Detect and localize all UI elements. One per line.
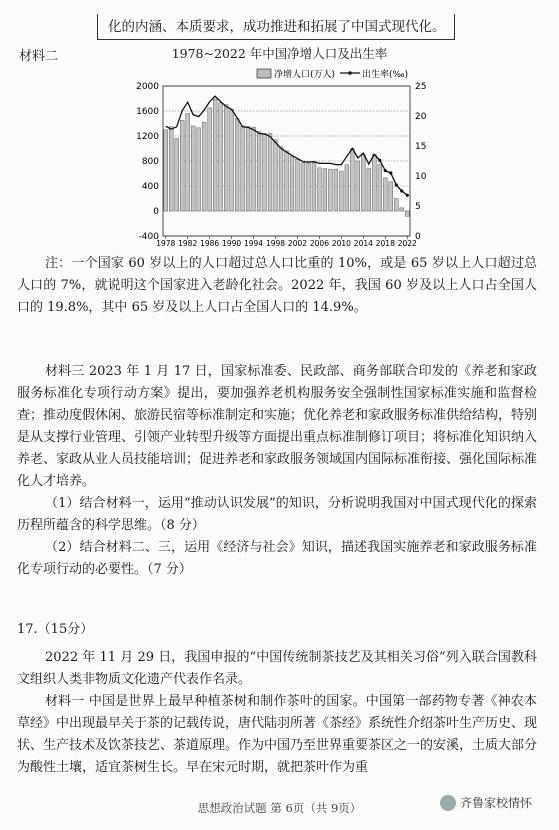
birth-rate-point: [400, 189, 403, 192]
birth-rate-point: [395, 183, 398, 186]
material-3-text: 材料三 2023 年 1 月 17 日，国家标准委、民政部、商务部联合印发的《养老和家政服务标准化专项行动方案》提出，要加强养老机构服务安全强制性国家标准实施和监督检查；推动度假休闲、旅游民宿等标准制定和实施；优化养老和家政服务标准供给结构，特别是从支撑行业管理、引领产业转型升级等方面提出重点标准制修订项目；将标准化知识纳入养老、家政从业人员技能培训；促进养老和家政服务领域国内国际标准衔接、强化国际标准化人才培养。: [17, 364, 538, 489]
x-tick-label: 2018: [375, 239, 395, 248]
bar-net-increase: [263, 134, 267, 212]
x-tick-label: 1986: [200, 239, 220, 248]
question-17: [17, 619, 537, 779]
question-1: （1）结合材料一，运用“推动认识发展”的知识，分析说明我国对中国式现代化的探索历程所蕴含的科学思维。（8 分）: [17, 496, 537, 533]
bar-net-increase: [318, 168, 322, 211]
previous-table-cell: 化的内涵、本质要求，成功推进和拓展了中国式现代化。: [97, 14, 455, 40]
x-tick-label: 1994: [244, 239, 264, 248]
bar-net-increase: [202, 122, 206, 211]
y-left-tick-label: 1200: [136, 132, 159, 142]
y-right-tick-label: 20: [415, 112, 427, 122]
bar-net-increase: [191, 126, 195, 211]
watermark-text: 齐鲁家校情怀: [460, 796, 533, 810]
bar-net-increase: [274, 140, 278, 211]
bar-net-increase: [339, 171, 343, 211]
bar-net-increase: [230, 109, 234, 211]
material-2-label: 材料二: [19, 49, 59, 64]
bar-net-increase: [268, 134, 272, 212]
x-tick-label: 1978: [156, 239, 176, 248]
y-right-tick-label: 5: [415, 202, 421, 212]
bar-net-increase: [345, 165, 349, 211]
q17-heading: 17.（15分）: [17, 622, 94, 637]
y-left-tick-label: -400: [138, 232, 159, 242]
legend-bar-swatch: [257, 69, 271, 78]
chart-title: 1978~2022 年中国净增人口及出生率: [171, 46, 388, 61]
bar-net-increase: [383, 178, 387, 211]
bar-net-increase: [301, 163, 305, 211]
y-left-tick-label: 2000: [136, 82, 159, 92]
y-left-tick-label: 400: [141, 182, 159, 192]
y-right-tick-label: 15: [415, 142, 427, 152]
legend-bar-label: 净增人口(万人): [274, 70, 336, 80]
bar-net-increase: [235, 119, 239, 212]
bar-net-increase: [164, 130, 168, 211]
x-tick-label: 2022: [397, 239, 417, 248]
bar-net-increase: [224, 105, 228, 211]
x-tick-label: 1998: [265, 239, 286, 248]
note-text: 注：一个国家 60 岁以上的人口超过总人口比重的 10%，或是 65 岁以上人口超过总人口的 7%，就说明这个国家进入老龄化社会。2022 年，我国 60 岁及以上人口占全国人口的 19.8%，其中 65 岁及以上人口占全国人口的 14.9%。: [17, 256, 537, 315]
y-right-tick-label: 25: [415, 82, 427, 92]
material-2-note: [17, 253, 537, 319]
y-right-tick-label: 0: [415, 232, 421, 242]
bar-net-increase: [372, 154, 376, 211]
bar-net-increase: [394, 199, 398, 212]
y-left-tick-label: 800: [141, 157, 159, 167]
x-tick-label: 2014: [353, 239, 373, 248]
birth-rate-point: [406, 194, 409, 197]
bar-net-increase: [175, 139, 179, 212]
birth-rate-point: [384, 169, 387, 172]
y-left-tick-label: 0: [153, 207, 159, 217]
bar-net-increase: [356, 161, 360, 211]
bar-net-increase: [400, 208, 404, 211]
birth-rate-point: [378, 159, 381, 162]
bar-net-increase: [296, 159, 300, 211]
bar-net-increase: [213, 99, 217, 211]
bar-net-increase: [180, 120, 184, 211]
y-left-tick-label: 1600: [136, 107, 159, 117]
bar-net-increase: [208, 108, 212, 211]
bar-net-increase: [361, 155, 365, 211]
bar-net-increase: [378, 165, 382, 211]
population-chart: [0, 0, 559, 260]
question-2: （2）结合材料二、三，运用《经济与社会》知识，描述我国实施养老和家政服务标准化专项行动的必要性。（7 分）: [17, 540, 537, 577]
q17-intro: 2022 年 11 月 29 日，我国申报的“中国传统制茶技艺及其相关习俗”列入联合国教科文组织人类非物质文化遗产代表作名录。: [17, 650, 537, 687]
page-footer: 思想政治试题 第 6页（共 9页）: [197, 801, 362, 815]
bar-net-increase: [350, 149, 354, 212]
birth-rate-point: [389, 171, 392, 174]
bar-net-increase: [323, 169, 327, 212]
bar-net-increase: [241, 126, 245, 211]
bar-net-increase: [307, 164, 311, 212]
material-3: [17, 361, 537, 581]
wechat-logo-icon: [440, 795, 456, 811]
x-tick-label: 1990: [222, 239, 242, 248]
q17-material-1: 材料一 中国是世界上最早种植茶树和制作茶叶的国家。中国第一部药物专著《神农本草经》中出现最早关于茶的记载传说，唐代陆羽所著《茶经》系统性介绍茶叶生产历史、现状、生产技术及饮茶技艺、茶道原理。作为中国乃至世界重要茶区之一的安溪，土质大部分为酸性土壤，适宜茶树生长。早在宋元时期，就把茶叶作为重: [17, 694, 538, 775]
legend-line-label: 出生率(‰): [362, 70, 409, 80]
bar-net-increase: [197, 128, 201, 211]
legend-line-marker: [348, 71, 352, 75]
bar-net-increase: [334, 169, 338, 211]
x-tick-label: 1982: [178, 239, 198, 248]
bar-net-increase: [285, 151, 289, 211]
bar-net-increase: [257, 132, 261, 211]
bar-net-increase: [405, 211, 409, 216]
bar-net-increase: [389, 182, 393, 211]
bar-net-increase: [186, 114, 190, 212]
x-tick-label: 2006: [309, 239, 329, 248]
y-right-tick-label: 10: [415, 172, 427, 182]
bar-net-increase: [279, 147, 283, 211]
bar-net-increase: [312, 163, 316, 211]
watermark: [440, 794, 532, 811]
bar-net-increase: [290, 156, 294, 211]
bar-net-increase: [246, 127, 250, 211]
x-tick-label: 2010: [331, 239, 351, 248]
bar-net-increase: [367, 169, 371, 212]
chart-legend: [257, 68, 408, 80]
bar-net-increase: [219, 103, 223, 211]
bar-net-increase: [169, 127, 173, 211]
bar-net-increase: [252, 127, 256, 211]
x-tick-label: 2002: [287, 239, 308, 248]
bar-net-increase: [328, 169, 332, 211]
